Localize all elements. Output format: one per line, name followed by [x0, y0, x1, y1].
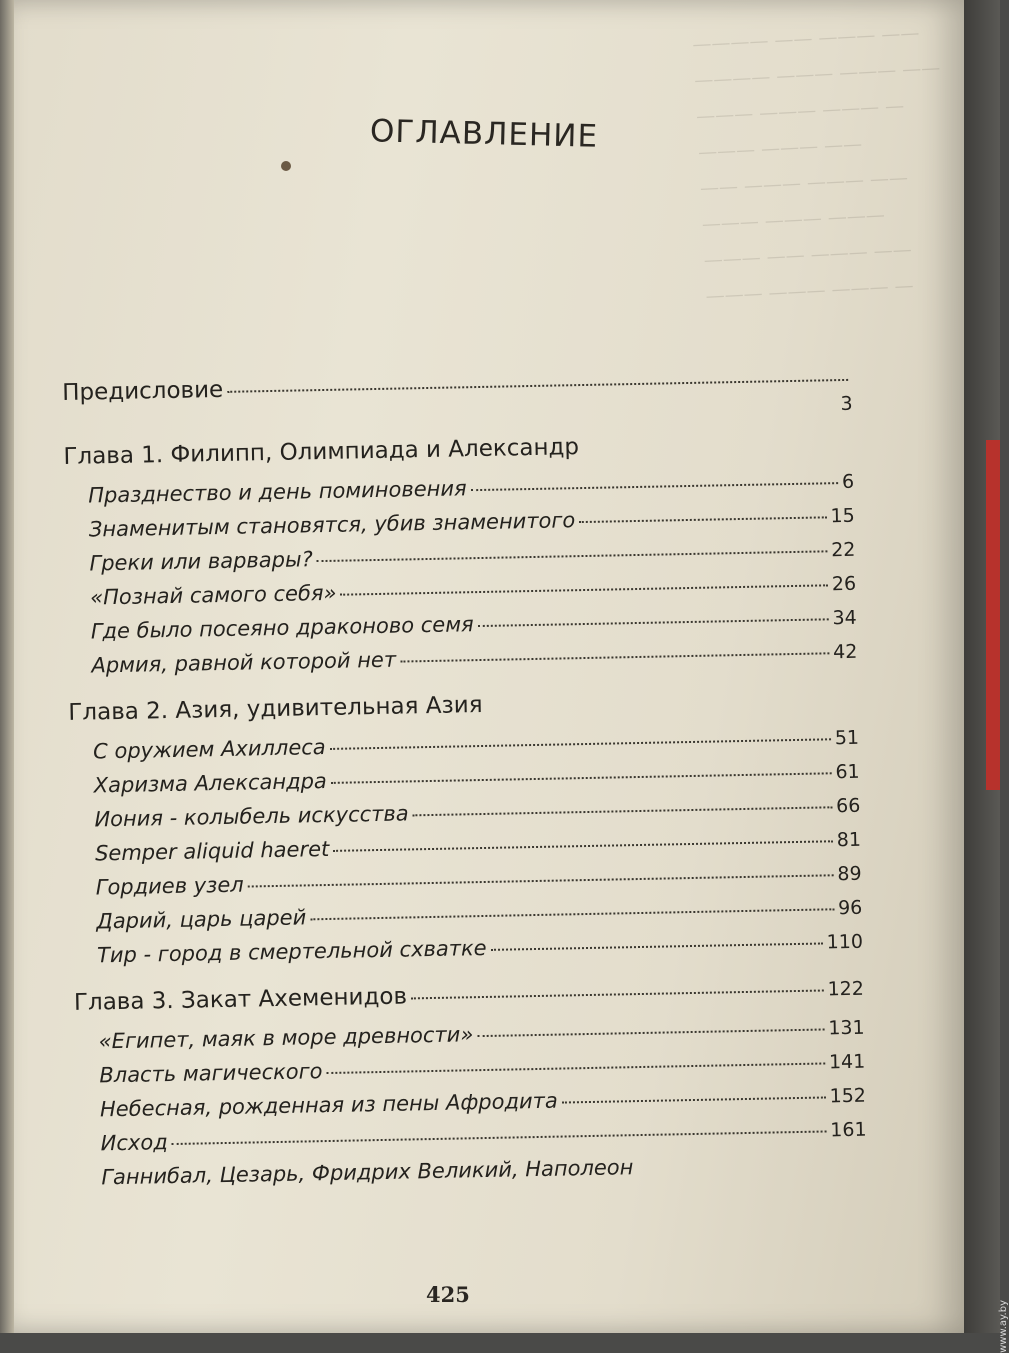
dot-leader — [327, 1062, 825, 1074]
toc-entry-label: Армия, равной которой нет — [91, 647, 397, 678]
dot-leader — [330, 738, 831, 750]
toc-entry-label: Дарий, царь царей — [96, 905, 307, 934]
dot-leader — [317, 550, 828, 562]
toc-entry-label: Знаменитым становятся, убив знаменитого — [88, 508, 576, 542]
dot-leader — [413, 806, 833, 816]
toc-entry-page: 110 — [826, 930, 864, 954]
toc-preface-page: 3 — [840, 392, 853, 416]
show-through-text: ———— —— ——— —— ———— ——— ——— —— ——— ——— ——— — ——— ——— —— —— ——— ——— —— ——— ——— ——— ——— —— ——— —— ——— ——— ——— — — [691, 21, 941, 308]
table-of-contents — [62, 365, 868, 1200]
toc-entry-label: Власть магического — [99, 1059, 323, 1088]
toc-entry-page: 6 — [841, 470, 855, 494]
toc-entry-page: 131 — [828, 1016, 865, 1040]
dot-leader — [400, 652, 829, 662]
toc-chapters — [63, 429, 867, 1200]
dot-leader — [172, 1130, 827, 1145]
toc-entry-page: 61 — [835, 760, 860, 784]
dot-leader — [310, 908, 834, 920]
page-number: 425 — [426, 1282, 470, 1307]
toc-entry-page: 66 — [835, 794, 861, 818]
dot-leader — [477, 1028, 824, 1037]
toc-entry-page: 141 — [828, 1050, 866, 1074]
dot-leader — [248, 874, 834, 887]
dot-leader — [478, 618, 829, 627]
toc-entry-label: «Познай самого себя» — [89, 580, 337, 610]
ink-spot — [281, 161, 291, 171]
toc-entry-label: «Египет, маяк в море древности» — [98, 1022, 474, 1054]
toc-chapter-label: Глава 2. Азия, удивительная Азия — [68, 691, 483, 726]
toc-chapter-page: 122 — [827, 977, 865, 1001]
toc-chapter-label: Глава 3. Закат Ахеменидов — [73, 983, 408, 1016]
dot-leader — [579, 516, 826, 523]
toc-entry-label: Semper aliquid haeret — [94, 836, 330, 866]
toc-entry-page: 89 — [837, 862, 862, 886]
toc-entry-page: 22 — [831, 538, 856, 562]
dot-leader — [491, 943, 823, 951]
toc-chapter-label: Глава 1. Филипп, Олимпиада и Александр — [63, 434, 580, 470]
page-spine-shadow — [0, 0, 14, 1333]
toc-entry-label: Гордиев узел — [95, 872, 244, 900]
dot-leader — [333, 840, 833, 852]
toc-entry-label: Греки или варвары? — [89, 547, 313, 576]
toc-entry-page: 42 — [832, 640, 858, 664]
toc-entry-page: 26 — [831, 572, 857, 596]
dot-leader — [562, 1096, 826, 1103]
toc-entry-page: 96 — [837, 896, 863, 920]
toc-entry-label: Иония - колыбель искусства — [94, 801, 409, 832]
dot-leader — [411, 989, 824, 999]
toc-entry-label: Исход — [100, 1130, 168, 1156]
dot-leader — [341, 584, 828, 595]
toc-entry-label: Где было посеяно драконово семя — [90, 612, 474, 644]
toc-entry-label: С оружием Ахиллеса — [92, 735, 326, 764]
toc-entry-page: 161 — [830, 1118, 867, 1142]
toc-entry-label: Харизма Александра — [93, 768, 328, 798]
toc-entry-page: 34 — [832, 606, 857, 630]
dot-leader — [331, 772, 832, 784]
page-title: ОГЛАВЛЕНИЕ — [369, 113, 599, 155]
toc-entry-label: Празднество и день поминовения — [87, 476, 467, 508]
toc-entry-label: Небесная, рожденная из пены Афродита — [99, 1088, 558, 1122]
toc-entry-label: Тир - город в смертельной схватке — [96, 935, 487, 968]
toc-entry-label: Ганнибал, Цезарь, Фридрих Великий, Наполеон — [101, 1155, 634, 1190]
toc-preface-label: Предисловие — [62, 376, 224, 406]
toc-entry-page: 51 — [834, 726, 860, 750]
red-book-cover-edge — [986, 440, 1000, 790]
dot-leader — [471, 482, 838, 491]
toc-entry-page: 152 — [829, 1084, 867, 1108]
toc-entry-page: 81 — [836, 828, 862, 852]
toc-entry-page: 15 — [830, 504, 855, 528]
watermark: www.ay.by — [998, 1300, 1009, 1353]
